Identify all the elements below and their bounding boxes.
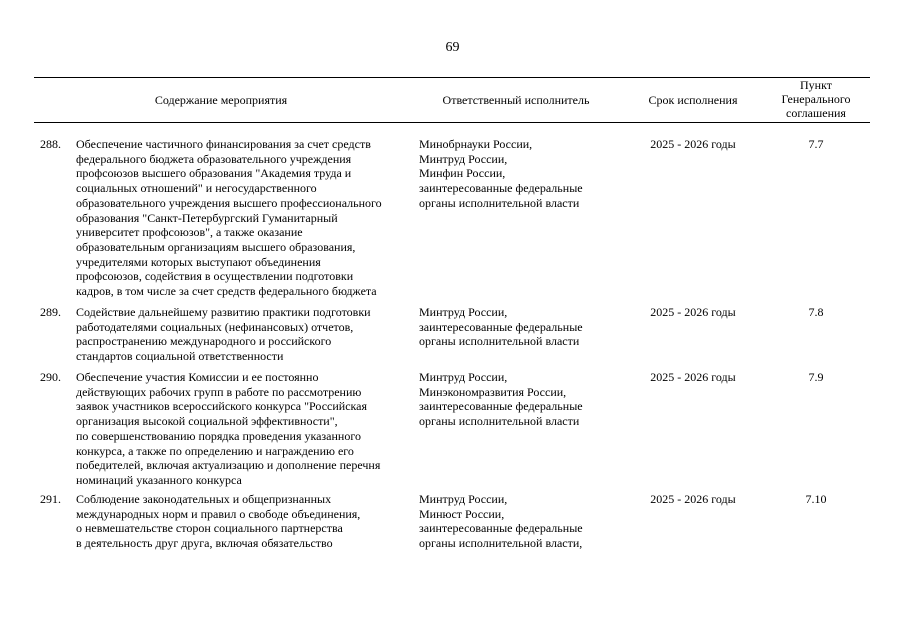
row-number: 289. bbox=[40, 305, 61, 319]
row-content: Обеспечение участия Комиссии и ее постоянно действующих рабочих групп в работе по рассмотрению заявок участников всероссийского конкурса "Российская организация высокой социальной эффективности", по совершенствованию порядка проведения указанного конкурса, а также по определению и награждению его победителей, включая актуализацию и дополнение перечня номинаций указанного конкурса bbox=[76, 370, 381, 487]
row-content: Обеспечение частичного финансирования за счет средств федерального бюджета образовательного учреждения профсоюзов высшего образования "Академия труда и социальных отношений" и негосударственного образовательного учреждения высшего профессионального образования "Санкт-Петербургский Гуманитарный университет профсоюзов", а также оказание образовательным организациям высшего образования, учредителями которых выступают объединения профсоюзов, содействия в осуществлении подготовки кадров, в том числе за счет средств федерального бюджета bbox=[76, 137, 382, 299]
row-number: 291. bbox=[40, 492, 61, 506]
row-responsible: Минобрнауки России, Минтруд России, Минфин России, заинтересованные федеральные органы исполнительной власти bbox=[419, 137, 583, 210]
table-top-rule bbox=[34, 77, 870, 78]
row-item: 7.9 bbox=[808, 370, 824, 384]
header-responsible: Ответственный исполнитель bbox=[442, 93, 590, 107]
row-content: Содействие дальнейшему развитию практики подготовки работодателями социальных (нефинансовых) отчетов, распространению международного и российского стандартов социальной ответственности bbox=[76, 305, 371, 364]
row-item: 7.8 bbox=[808, 305, 824, 319]
row-item: 7.10 bbox=[805, 492, 827, 506]
row-number: 290. bbox=[40, 370, 61, 384]
page-number: 69 bbox=[445, 40, 460, 55]
row-responsible: Минтруд России, заинтересованные федеральные органы исполнительной власти bbox=[419, 305, 583, 349]
header-term: Срок исполнения bbox=[648, 93, 738, 107]
table-header-rule bbox=[34, 122, 870, 123]
row-content: Соблюдение законодательных и общепризнанных международных норм и правил о свободе объединения, о невмешательстве сторон социального партнерства в деятельность друг друга, включая обязательство bbox=[76, 492, 361, 551]
header-content: Содержание мероприятия bbox=[154, 93, 288, 107]
row-term: 2025 - 2026 годы bbox=[650, 370, 736, 384]
row-term: 2025 - 2026 годы bbox=[650, 492, 736, 506]
row-term: 2025 - 2026 годы bbox=[650, 137, 736, 151]
header-item: Пункт Генерального соглашения bbox=[781, 78, 851, 120]
row-responsible: Минтруд России, Минюст России, заинтересованные федеральные органы исполнительной власти, bbox=[419, 492, 583, 551]
row-number: 288. bbox=[40, 137, 61, 151]
row-item: 7.7 bbox=[808, 137, 824, 151]
row-term: 2025 - 2026 годы bbox=[650, 305, 736, 319]
row-responsible: Минтруд России, Минэкономразвития России, заинтересованные федеральные органы исполнительной власти bbox=[419, 370, 583, 429]
